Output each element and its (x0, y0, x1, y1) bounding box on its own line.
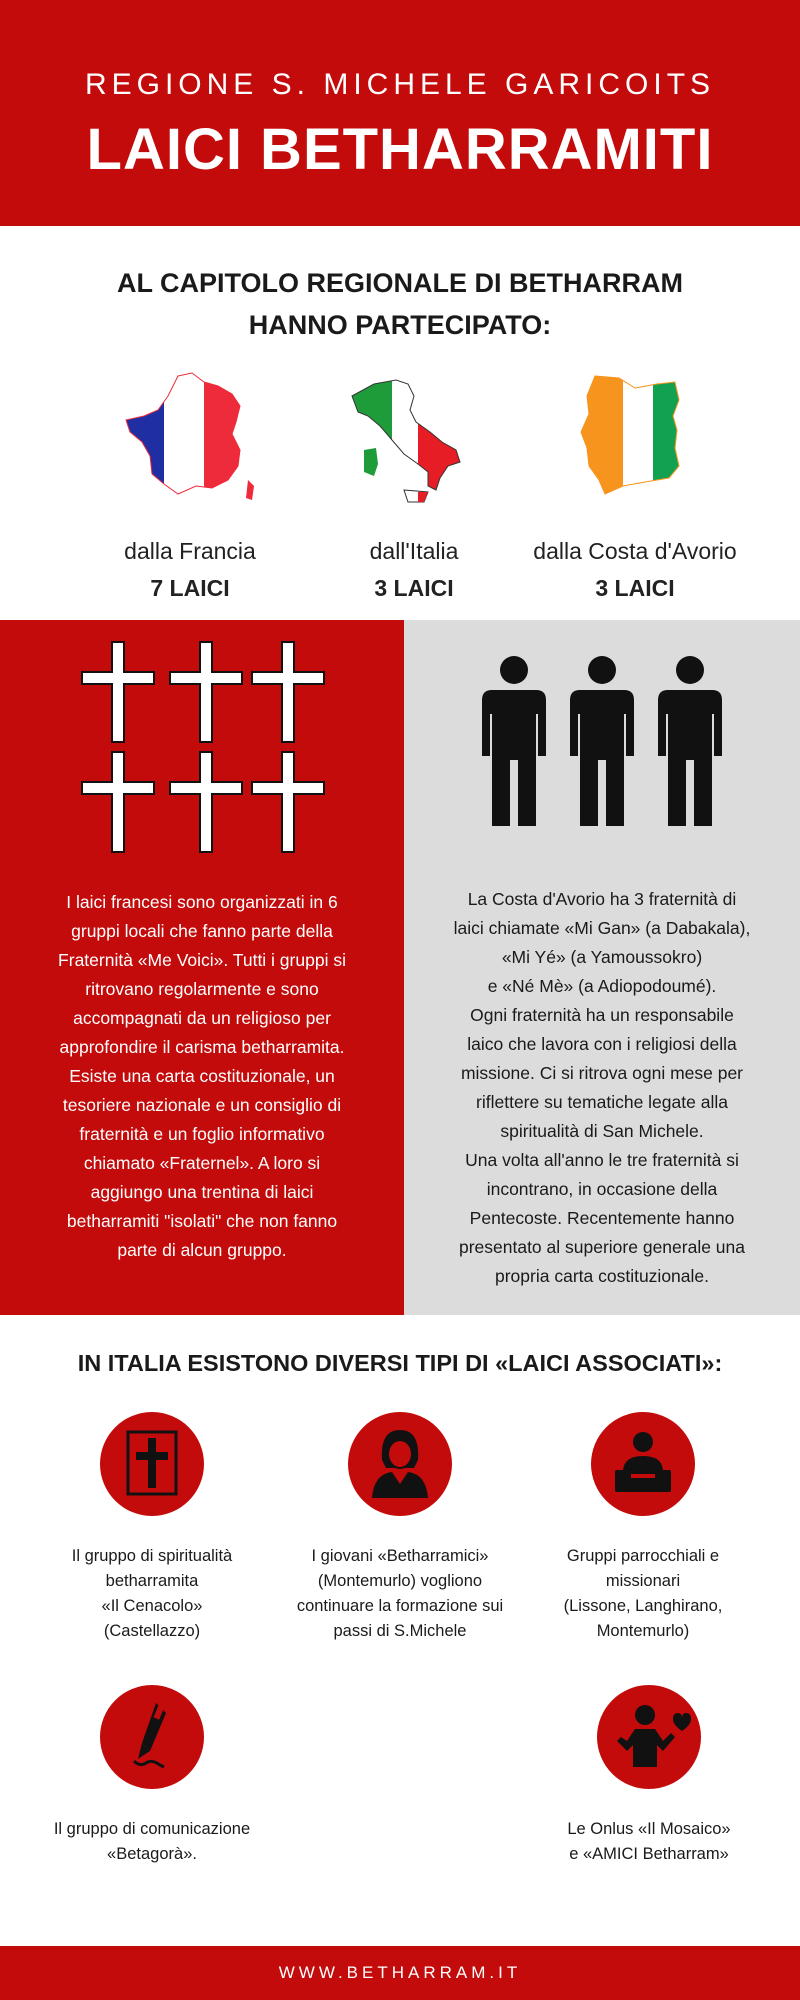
assoc-caption (27, 1544, 277, 1644)
country-italy-count: 3 LAICI (374, 575, 454, 601)
chapter-title (60, 262, 740, 346)
cross-icon (100, 1412, 204, 1516)
country-ivory-coast-count: 3 LAICI (595, 575, 675, 601)
assoc-comunicazione (27, 1685, 277, 1867)
caption-line: Montemurlo) (596, 1622, 690, 1640)
text-line: ritrovano regolarmente e sono (85, 979, 319, 999)
caption-line: I giovani «Betharramici» (311, 1547, 489, 1565)
france-panel (0, 620, 404, 1315)
country-france-count: 7 LAICI (150, 575, 230, 601)
cross-icon (170, 752, 242, 852)
cross-icon (82, 642, 154, 742)
assoc-icon-circle (100, 1412, 204, 1516)
assoc-icon-circle (100, 1685, 204, 1789)
text-line: fraternità e un foglio informativo (79, 1124, 325, 1144)
caption-line: (Castellazzo) (103, 1622, 201, 1640)
person-icon (482, 656, 546, 826)
assoc-caption (524, 1817, 774, 1867)
text-line: presentato al superiore generale una (458, 1237, 746, 1257)
text-line: riflettere su tematiche legate alla (476, 1092, 728, 1112)
text-line: tesoriere nazionale e un consiglio di (62, 1095, 342, 1115)
text-line: approfondire il carisma betharramita. (59, 1037, 345, 1057)
assoc-icon-circle (591, 1412, 695, 1516)
country-france (70, 370, 310, 602)
text-line: missione. Ci si ritrova ogni mese per (460, 1063, 744, 1083)
text-line: I laici francesi sono organizzati in 6 (66, 892, 338, 912)
person-at-desk-icon (591, 1412, 695, 1516)
ivory-coast-panel-text (424, 885, 780, 1291)
text-line: propria carta costituzionale. (495, 1266, 709, 1286)
assoc-cenacolo (27, 1412, 277, 1644)
crosses-group (0, 620, 404, 860)
france-map-icon (120, 370, 260, 510)
text-line: e «Né Mè» (a Adiopodoumé). (487, 976, 717, 996)
cross-icon (82, 752, 154, 852)
cross-icon (252, 642, 324, 742)
header-title: LAICI BETHARRAMITI (86, 117, 714, 182)
text-line: betharramiti "isolati" che non fanno (66, 1211, 338, 1231)
text-line: accompagnati da un religioso per (73, 1008, 331, 1028)
cross-icon (170, 642, 242, 742)
header-subtitle: REGIONE S. MICHELE GARICOITS (84, 68, 716, 101)
person-heart-icon (597, 1685, 701, 1789)
pen-icon (100, 1685, 204, 1789)
assoc-caption (27, 1817, 277, 1867)
text-line: aggiungo una trentina di laici (90, 1182, 314, 1202)
ivory-coast-panel (404, 620, 800, 1315)
country-ivory-coast-label: dalla Costa d'Avorio (533, 538, 737, 564)
assoc-icon-circle (348, 1412, 452, 1516)
italy-section-title: IN ITALIA ESISTONO DIVERSI TIPI DI «LAICI ASSOCIATI»: (77, 1350, 723, 1376)
chapter-title-line1: AL CAPITOLO REGIONALE DI BETHARRAM (116, 268, 683, 298)
caption-line: betharramita (105, 1572, 199, 1590)
text-line: «Mi Yé» (a Yamoussokro) (501, 947, 703, 967)
caption-line: Il gruppo di comunicazione (53, 1820, 251, 1838)
country-france-label: dalla Francia (124, 538, 256, 564)
country-italy (294, 370, 534, 602)
text-line: laico che lavora con i religiosi della (467, 1034, 737, 1054)
caption-line: missionari (605, 1572, 681, 1590)
assoc-caption (275, 1544, 525, 1644)
person-icon (658, 656, 722, 826)
text-line: Esiste una carta costituzionale, un (69, 1066, 335, 1086)
assoc-parrocchiali (518, 1412, 768, 1644)
caption-line: e «AMICI Betharram» (569, 1845, 729, 1863)
caption-line: Gruppi parrocchiali e (566, 1547, 720, 1565)
text-line: laici chiamate «Mi Gan» (a Dabakala), (453, 918, 751, 938)
caption-line: continuare la formazione sui (296, 1597, 504, 1615)
caption-line: passi di S.Michele (333, 1622, 467, 1640)
text-line: gruppi locali che fanno parte della (71, 921, 333, 941)
caption-line: (Montemurlo) vogliono (317, 1572, 483, 1590)
assoc-icon-circle (597, 1685, 701, 1789)
header-banner (0, 0, 800, 226)
country-italy-label: dall'Italia (369, 538, 459, 564)
text-line: Pentecoste. Recentemente hanno (469, 1208, 735, 1228)
italy-map-icon (344, 370, 484, 510)
caption-line: (Lissone, Langhirano, (563, 1597, 723, 1615)
text-line: chiamato «Fraternel». A loro si (83, 1153, 321, 1173)
text-line: incontrano, in occasione della (486, 1179, 718, 1199)
text-line: spiritualità di San Michele. (500, 1121, 704, 1141)
text-line: parte di alcun gruppo. (117, 1240, 287, 1260)
young-woman-icon (348, 1412, 452, 1516)
text-line: Fraternità «Me Voici». Tutti i gruppi si (58, 950, 346, 970)
assoc-caption (518, 1544, 768, 1644)
cross-icon (252, 752, 324, 852)
person-icon (570, 656, 634, 826)
people-group (404, 620, 800, 860)
caption-line: «Il Cenacolo» (101, 1597, 203, 1615)
assoc-giovani (275, 1412, 525, 1644)
france-panel-text (20, 888, 384, 1265)
assoc-onlus (524, 1685, 774, 1867)
ivory-coast-map-icon (565, 370, 705, 510)
chapter-title-line2: HANNO PARTECIPATO: (248, 310, 552, 340)
caption-line: Le Onlus «Il Mosaico» (567, 1820, 731, 1838)
text-line: Una volta all'anno le tre fraternità si (465, 1150, 739, 1170)
text-line: Ogni fraternità ha un responsabile (470, 1005, 734, 1025)
country-ivory-coast (515, 370, 755, 602)
footer-url[interactable]: WWW.BETHARRAM.IT (0, 1946, 800, 2000)
caption-line: Il gruppo di spiritualità (71, 1547, 233, 1565)
caption-line: «Betagorà». (107, 1845, 197, 1863)
text-line: La Costa d'Avorio ha 3 fraternità di (467, 889, 737, 909)
